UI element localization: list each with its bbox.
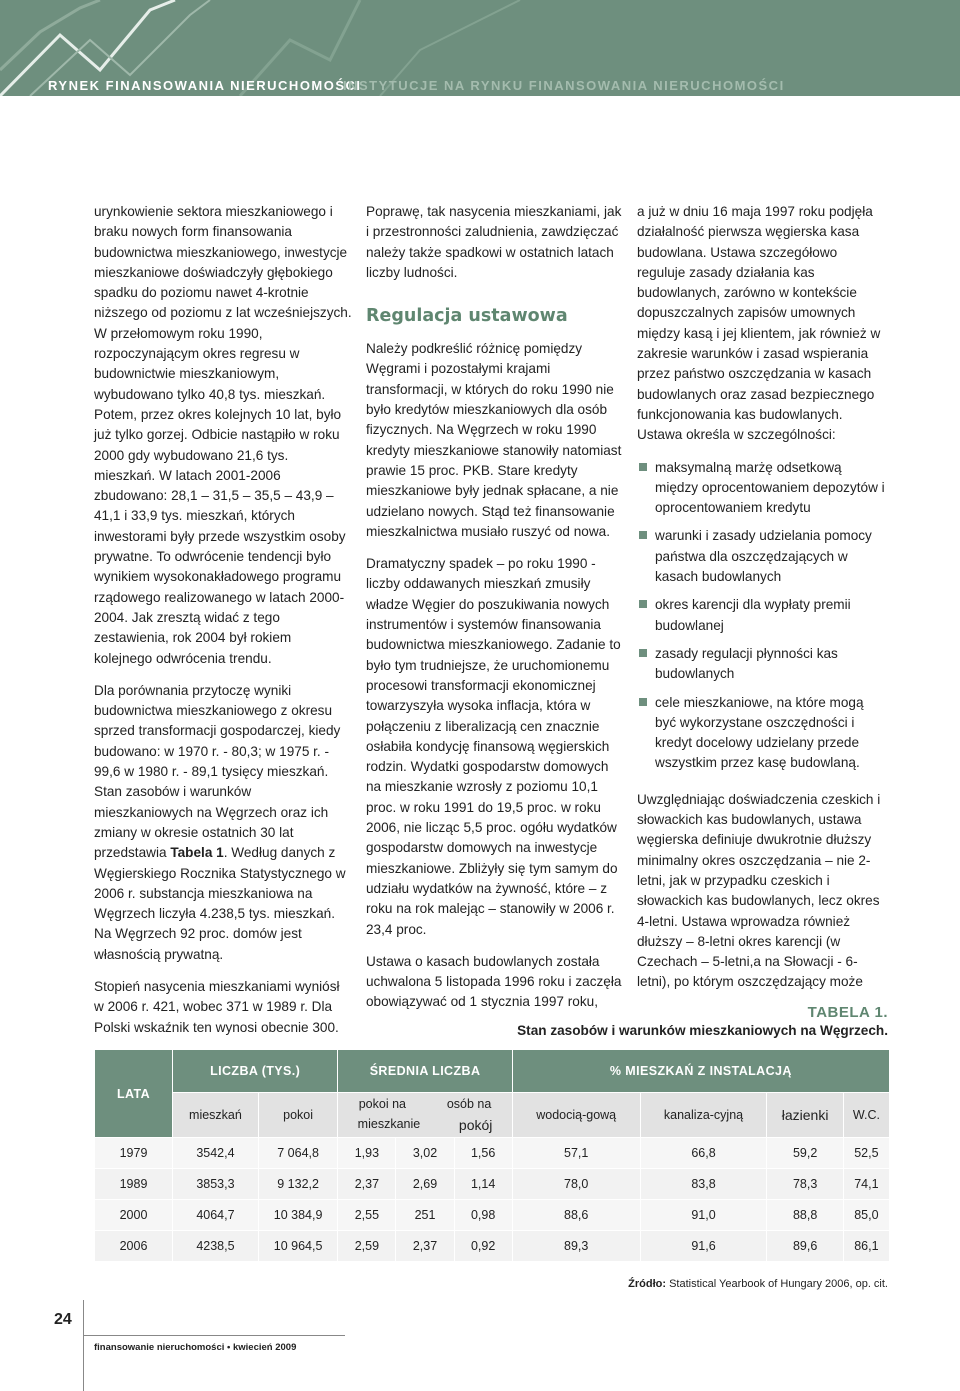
column-3 [637, 202, 887, 1005]
cell: 251 [396, 1200, 453, 1230]
section-heading: Regulacja ustawowa [366, 306, 568, 327]
table-title [517, 1004, 888, 1038]
subheader-kanalizacyjna: kanaliza-cyjną [641, 1093, 767, 1137]
cell: 88,6 [513, 1200, 640, 1230]
table-row [95, 1169, 889, 1199]
cell: 9 132,2 [259, 1169, 337, 1199]
col1-p2-start: Dla porównania przytoczę wyniki budownictwa mieszkaniowego z okresu sprzed transformacji gospodarczej, kiedy budowano: w 1970 r. - 80,3; w 1975 r. - 99,6 w 1980 r. - 89,1 tysięcy mieszkań. Stan zasobów i warunków mieszkaniowych na Węgrzech oraz ich zmiany w okresie ostatnich 30 lat przedstawia [94, 682, 341, 861]
subheader-osob-na: osób na [446, 1097, 492, 1111]
cell: 3542,4 [173, 1138, 258, 1168]
subheader-mieszkanie: mieszkanie [357, 1117, 421, 1131]
page-header [0, 0, 960, 96]
cell: 52,5 [844, 1138, 889, 1168]
header-liczba: LICZBA (TYS.) [173, 1050, 337, 1092]
source-text: Statistical Yearbook of Hungary 2006, op. cit. [669, 1278, 888, 1290]
housing-table [94, 1049, 890, 1262]
cell: 91,0 [641, 1200, 767, 1230]
table-source [628, 1278, 888, 1290]
source-label: Źródło: [628, 1278, 667, 1290]
cell: 3853,3 [173, 1169, 258, 1199]
cell: 89,6 [767, 1231, 842, 1261]
col2-paragraph-1: Poprawę, tak nasycenia mieszkaniami, jak i przestronności zaludnienia, zawdzięczać należy także spadkowi w ostatnich latach liczby ludności. [366, 204, 622, 280]
cell: 1979 [95, 1138, 172, 1168]
cell: 2006 [95, 1231, 172, 1261]
cell: 89,3 [513, 1231, 640, 1261]
subheader-wodociagowa: wodocią-gową [513, 1093, 640, 1137]
cell: 1,93 [338, 1138, 395, 1168]
cell: 83,8 [641, 1169, 767, 1199]
cell: 78,3 [767, 1169, 842, 1199]
bullet-item: maksymalną marżę odsetkową między oprocentowaniem depozytów i oprocentowaniem kredytu [637, 458, 887, 519]
header-subsection-title: INSTYTUCJE NA RYNKU FINANSOWANIA NIERUCHOMOŚCI [343, 78, 785, 93]
cell: 2,59 [338, 1231, 395, 1261]
cell: 1,14 [455, 1169, 512, 1199]
col3-paragraph-2: Uwzględniając doświadczenia czeskich i słowackich kas budowlanych, ustawa węgierska definiuje dwukrotnie dłuższy minimalny okres oszczędzania – nie 2-letni, jak w przypadku czeskich i słowackich kas budowlanych, lecz okres 4-letni. Ustawa wprowadza również dłuższy – 8-letni okres karencji (w Czechach – 5-letni,a na Słowacji - 6-letni), po którym oszczędzający może [637, 791, 881, 990]
cell: 2,55 [338, 1200, 395, 1230]
subheader-srednia-block [338, 1093, 511, 1137]
subheader-pokoi: pokoi [259, 1093, 337, 1137]
cell: 2000 [95, 1200, 172, 1230]
cell: 2,37 [338, 1169, 395, 1199]
table-label: TABELA 1. [807, 1004, 888, 1021]
cell: 1,56 [455, 1138, 512, 1168]
col1-paragraph-1: urynkowienie sektora mieszkaniowego i braku nowych form finansowania budownictwa mieszkaniowego, inwestycje mieszkaniowe doświadczyły głębokiego spadku do poziomu nawet 4-krotnie niższego od poziomu z lat wcześniejszych. W przełomowym roku 1990, rozpoczynającym okres regresu w budownictwie mieszkaniowym, wybudowano tylko 40,8 tys. mieszkań. Potem, przez okres kolejnych 10 lat, było już tylko gorzej. Odbicie nastąpiło w roku 2000 gdy wybudowano 21,6 tys. mieszkań. W latach 2001-2006 zbudowano: 28,1 – 31,5 – 35,5 – 43,9 – 41,1 i 33,9 tys. mieszkań, których inwestorami były przede wszystkim osoby prywatne. To odwrócenie tendencji było wynikiem wysokonakładowego programu rządowego realizowanego w latach 2000-2004. Jak zresztą widać z tego zestawienia, rok 2004 był rokiem kolejnego odwrócenia trendu. [94, 204, 352, 666]
cell: 4238,5 [173, 1231, 258, 1261]
cell: 88,8 [767, 1200, 842, 1230]
col1-paragraph-3: Stopień nasycenia mieszkaniami wyniósł w 2006 r. 421, wobec 371 w 1989 r. Dla Polski wskaźnik ten wynosi obecnie 300. [94, 978, 340, 1035]
header-srednia: ŚREDNIA LICZBA [338, 1050, 511, 1092]
cell: 91,6 [641, 1231, 767, 1261]
col3-paragraph-1: a już w dniu 16 maja 1997 roku podjęła działalność pierwsza węgierska kasa budowlana. Ustawa szczegółowo reguluje zasady działania kas budowlanych, zarówno w kontekście dopuszczalnych zapisów umownych między kasą i jej klientem, jak również w zakresie warunków i zasad wspierania przez państwo oszczędzania w kasach budowlanych oraz zasad bezpiecznego funkcjonowania kas budowlanych. Ustawa określa w szczególności: [637, 204, 881, 443]
cell: 78,0 [513, 1169, 640, 1199]
table-row [95, 1138, 889, 1168]
col1-p2-end: . Według danych z Węgierskiego Rocznika Statystycznego w 2006 r. substancja mieszkaniowa na Węgrzech liczyła 4.238,5 tys. mieszkań. Na Węgrzech 92 proc. domów jest własnością prywatną. [94, 845, 346, 962]
cell: 10 964,5 [259, 1231, 337, 1261]
bullet-item: cele mieszkaniowe, na które mogą być wykorzystane oszczędności i kredyt docelowy udzielany przede wszystkim przez kasę budowlaną. [637, 693, 887, 774]
table-reference: Tabela 1 [170, 845, 224, 861]
cell: 0,92 [455, 1231, 512, 1261]
cell: 2,69 [396, 1169, 453, 1199]
col1-paragraph-2 [94, 681, 352, 965]
cell: 2,37 [396, 1231, 453, 1261]
cell: 4064,7 [173, 1200, 258, 1230]
cell: 85,0 [844, 1200, 889, 1230]
page-number: 24 [54, 1311, 72, 1328]
cell: 1989 [95, 1169, 172, 1199]
cell: 57,1 [513, 1138, 640, 1168]
cell: 0,98 [455, 1200, 512, 1230]
column-1 [94, 202, 352, 1050]
footer-vertical-rule [83, 1300, 84, 1391]
header-lata: LATA [95, 1050, 172, 1137]
column-2 [366, 202, 622, 1025]
col2-paragraph-3: Dramatyczny spadek – po roku 1990 - liczby oddawanych mieszkań zmusiły władze Węgier do poszukiwania nowych instrumentów i systemów finansowania budownictwa mieszkaniowego. Zadanie to było tym trudniejsze, że uruchomionemu procesowi transformacji ekonomicznej towarzyszyła wysoka inflacja, która w połączeniu z liberalizacją cen znacznie osłabiła kondycję finansową węgierskich rodzin. Wydatki gospodarstw domowych na mieszkanie wzrosły z poziomu 10,1 proc. w roku 1991 do 19,5 proc. w roku 2006, nie licząc 5,5 proc. ogółu wydatków gospodarstw domowych na inwestycje mieszkaniowe. Zbliżyły się tym samym do udziału wydatków na żywność, które – z roku na rok malejąc – stanowiły w 2006 r. 23,4 proc. [366, 556, 621, 937]
bullet-item: warunki i zasady udzielania pomocy państwa dla oszczędzających w kasach budowlanych [637, 526, 887, 587]
cell: 74,1 [844, 1169, 889, 1199]
subheader-mieszkan: mieszkań [173, 1093, 258, 1137]
cell: 10 384,9 [259, 1200, 337, 1230]
header-section-title: RYNEK FINANSOWANIA NIERUCHOMOŚCI [48, 78, 362, 93]
col2-paragraph-4: Ustawa o kasach budowlanych została uchwalona 5 listopada 1996 roku i zaczęła obowiązywać od 1 stycznia 1997 roku, [366, 953, 622, 1010]
header-procent: % MIESZKAŃ Z INSTALACJĄ [513, 1050, 889, 1092]
subheader-wc: W.C. [844, 1093, 889, 1137]
bullet-item: zasady regulacji płynności kas budowlanych [637, 644, 887, 685]
table-caption: Stan zasobów i warunków mieszkaniowych na Węgrzech. [517, 1023, 888, 1038]
cell: 86,1 [844, 1231, 889, 1261]
cell: 66,8 [641, 1138, 767, 1168]
subheader-lazienki: łazienki [767, 1093, 842, 1137]
table-row [95, 1200, 889, 1230]
footer-horizontal-rule [83, 1335, 345, 1336]
table-row [95, 1231, 889, 1261]
bullet-list [637, 458, 887, 774]
subheader-pokoj: pokój [458, 1117, 493, 1133]
cell: 3,02 [396, 1138, 453, 1168]
bullet-item: okres karencji dla wypłaty premii budowlanej [637, 595, 887, 636]
footer-publication: finansowanie nieruchomości • kwiecień 2009 [94, 1342, 297, 1353]
col2-paragraph-2: Należy podkreślić różnicę pomiędzy Węgrami i pozostałymi krajami transformacji, w których do roku 1990 nie było kredytów mieszkaniowych dla osób fizycznych. Na Węgrzech w roku 1990 kredyty mieszkaniowe stanowiły natomiast prawie 15 proc. PKB. Stare kredyty mieszkaniowe były jednak spłacane, a nie udzielano nowych. Stąd też finansowanie mieszkalnictwa musiało ruszyć od nowa. [366, 341, 622, 539]
subheader-pokoi-na: pokoi na [358, 1097, 406, 1111]
cell: 7 064,8 [259, 1138, 337, 1168]
cell: 59,2 [767, 1138, 842, 1168]
